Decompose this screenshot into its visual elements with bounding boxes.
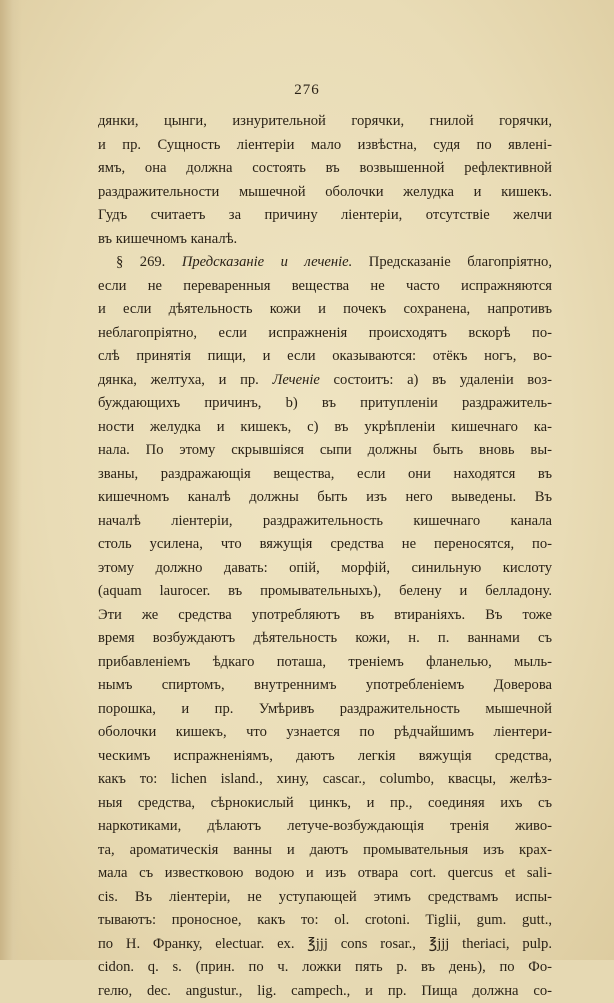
text-line: по Н. Франку, electuar. ex. ℥jjj cons rosar., ℥jjj theriaci, pulp. <box>98 933 552 957</box>
text-segment: состоитъ: а) въ удаленiи воз- <box>320 372 552 388</box>
text-line: слѣ принятiя пищи, и если оказываются: отёкъ ногъ, во- <box>98 345 552 369</box>
text-line: неблагопрiятно, если испражненiя происходятъ вскорѣ по- <box>98 322 552 346</box>
text-line: (aquam laurocer. въ промывательныхъ), белену и белладону. <box>98 580 552 604</box>
text-line: Гудъ считаетъ за причину лiентерiи, отсутствiе желчи <box>98 204 552 228</box>
text-line: званы, раздражающiя вещества, если они находятся въ <box>98 463 552 487</box>
text-line: началѣ лiентерiи, раздражительность кишечнаго канала <box>98 510 552 534</box>
text-line: этому должно давать: опiй, морфiй, синильную кислоту <box>98 557 552 581</box>
text-segment: § 269. <box>116 254 182 270</box>
text-line: тываютъ: проносное, какъ то: ol. crotoni. Tiglii, gum. gutt., <box>98 909 552 933</box>
text-line <box>98 369 552 393</box>
page-edge-shadow <box>0 0 22 960</box>
text-segment: дянка, желтуха, и пр. <box>98 372 273 388</box>
text-line: время возбуждаютъ дѣятельность кожи, н. п. ваннами съ <box>98 627 552 651</box>
text-line: ности желудка и кишекъ, с) въ укрѣпленiи кишечнаго ка- <box>98 416 552 440</box>
text-line: мала съ известковою водою и изъ отвара cort. quercus et sali- <box>98 862 552 886</box>
text-line: нымъ спиртомъ, внутреннимъ употребленiемъ Доверова <box>98 674 552 698</box>
text-line: Эти же средства употребляютъ въ втиранiяхъ. Въ тоже <box>98 604 552 628</box>
text-line: дянки, цынги, изнурительной горячки, гнилой горячки, <box>98 110 552 134</box>
text-line: кишечномъ каналѣ должны быть изъ него выведены. Въ <box>98 486 552 510</box>
text-line: наркотиками, дѣлаютъ летуче-возбуждающiя тренiя живо- <box>98 815 552 839</box>
italic-heading: Леченiе <box>273 372 320 388</box>
text-line: та, ароматическiя ванны и даютъ промывательныя изъ крах- <box>98 839 552 863</box>
text-line: нала. По этому скрывшiяся сыпи должны быть вновь вы- <box>98 439 552 463</box>
text-line: порошка, и пр. Умѣривъ раздражительность мышечной <box>98 698 552 722</box>
text-line: если не переваренныя вещества не часто испражняются <box>98 275 552 299</box>
text-line: и если дѣятельность кожи и почекъ сохранена, напротивъ <box>98 298 552 322</box>
text-line: прибавленiемъ ѣдкаго поташа, тренiемъ фланелью, мыль- <box>98 651 552 675</box>
text-line: оболочки кишекъ, что узнается по рѣдчайшимъ лiентери- <box>98 721 552 745</box>
text-line: ныя средства, сѣрнокислый цинкъ, и пр., соединяя ихъ съ <box>98 792 552 816</box>
body-text <box>98 110 552 1003</box>
text-line: ческимъ испражненiямъ, даютъ легкiя вяжущiя средства, <box>98 745 552 769</box>
text-line: cis. Въ лiентерiи, не уступающей этимъ средствамъ испы- <box>98 886 552 910</box>
text-line: раздражительности мышечной оболочки желудка и кишекъ. <box>98 181 552 205</box>
text-line: какъ то: lichen island., хину, cascar., columbo, квасцы, желѣз- <box>98 768 552 792</box>
text-segment: Предсказанiе благопрiятно, <box>352 254 552 270</box>
page-number: 276 <box>0 82 614 99</box>
text-line <box>98 251 552 275</box>
text-line: cidon. q. s. (прин. по ч. ложки пять р. въ день), по Фо- <box>98 956 552 980</box>
italic-heading: Предсказанiе и леченiе. <box>182 254 352 270</box>
text-line: столь усилена, что вяжущiя средства не переносятся, по- <box>98 533 552 557</box>
text-line: и пр. Сущность лiентерiи мало извѣстна, судя по явленi- <box>98 134 552 158</box>
text-line: ямъ, она должна состоять въ возвышенной рефлективной <box>98 157 552 181</box>
text-line: въ кишечномъ каналѣ. <box>98 228 552 252</box>
text-line: гелю, dec. angustur., lig. campech., и пр. Пища должна со- <box>98 980 552 1003</box>
text-line: буждающихъ причинъ, b) въ притупленiи раздражитель- <box>98 392 552 416</box>
